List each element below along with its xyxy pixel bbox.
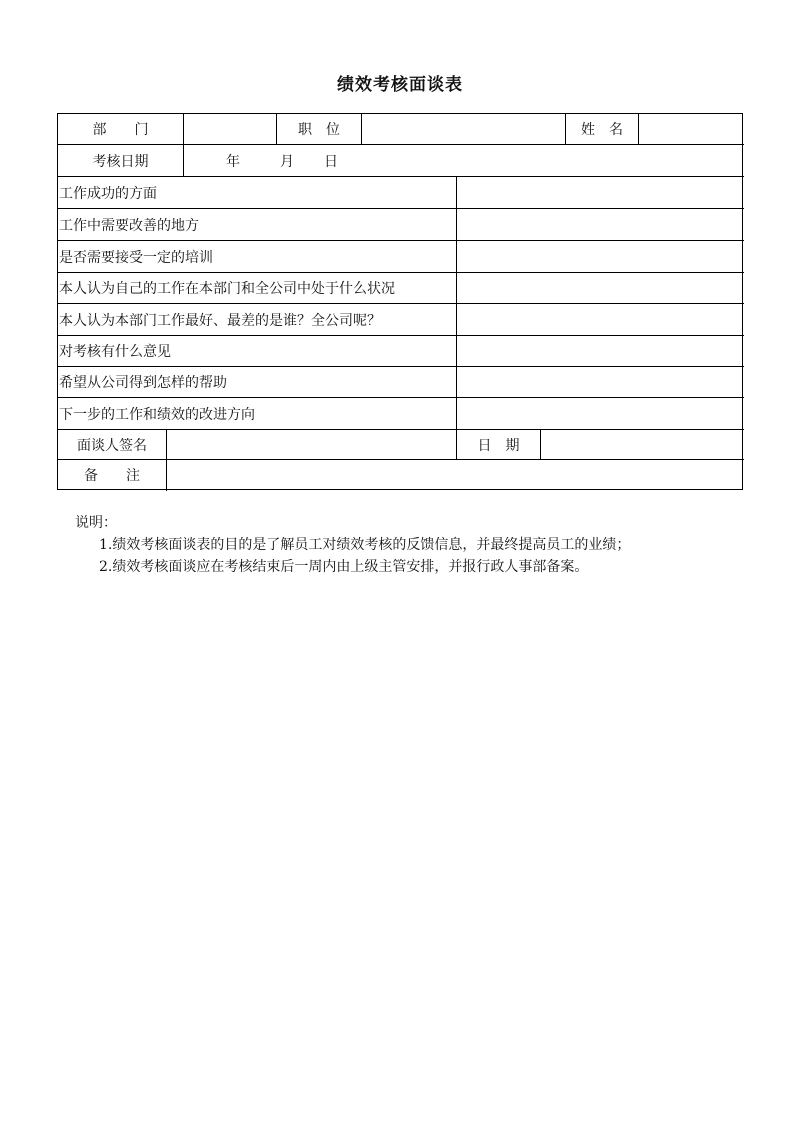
date-year-label: 年 [226, 153, 240, 170]
review-date-field[interactable] [184, 145, 743, 176]
question-label: 对考核有什么意见 [59, 344, 171, 360]
remarks-field[interactable] [167, 460, 743, 489]
answer-field[interactable] [457, 304, 743, 335]
department-field[interactable] [184, 114, 276, 144]
name-field[interactable] [639, 114, 743, 144]
remarks-label: 备 注 [84, 467, 140, 484]
interview-form-table [57, 113, 743, 490]
position-field[interactable] [362, 114, 565, 144]
answer-field[interactable] [457, 177, 743, 208]
answer-field[interactable] [457, 398, 743, 429]
question-label: 是否需要接受一定的培训 [59, 249, 213, 266]
question-label: 工作成功的方面 [59, 185, 157, 202]
signature-date-field[interactable] [541, 430, 743, 459]
answer-field[interactable] [457, 367, 743, 397]
answer-field[interactable] [457, 241, 743, 272]
department-label: 部 门 [92, 122, 149, 138]
note-item: 1.绩效考核面谈表的目的是了解员工对绩效考核的反馈信息，并最终提高员工的业绩； [99, 537, 631, 553]
name-label: 姓 名 [581, 122, 623, 138]
note-item: 2.绩效考核面谈应在考核结束后一周内由上级主管安排，并报行政人事部备案。 [99, 559, 589, 575]
signature-date-label: 日 期 [477, 437, 520, 454]
interviewer-signature-label: 面谈人签名 [77, 437, 147, 454]
date-day-label: 日 [324, 153, 338, 170]
question-label: 本人认为自己的工作在本部门和全公司中处于什么状况 [59, 281, 395, 297]
question-label: 工作中需要改善的地方 [59, 217, 199, 234]
review-date-label: 考核日期 [92, 153, 149, 170]
page-title: 绩效考核面谈表 [337, 75, 463, 95]
question-label: 本人认为本部门工作最好、最差的是谁？全公司呢？ [59, 312, 381, 329]
question-label: 下一步的工作和绩效的改进方向 [59, 406, 255, 423]
answer-field[interactable] [457, 273, 743, 303]
question-label: 希望从公司得到怎样的帮助 [59, 375, 227, 391]
notes-heading: 说明： [75, 515, 117, 531]
answer-field[interactable] [457, 336, 743, 366]
notes-section [75, 512, 630, 578]
position-label: 职 位 [298, 122, 340, 138]
answer-field[interactable] [457, 209, 743, 240]
date-month-label: 月 [280, 153, 294, 170]
interviewer-signature-field[interactable] [167, 430, 456, 459]
